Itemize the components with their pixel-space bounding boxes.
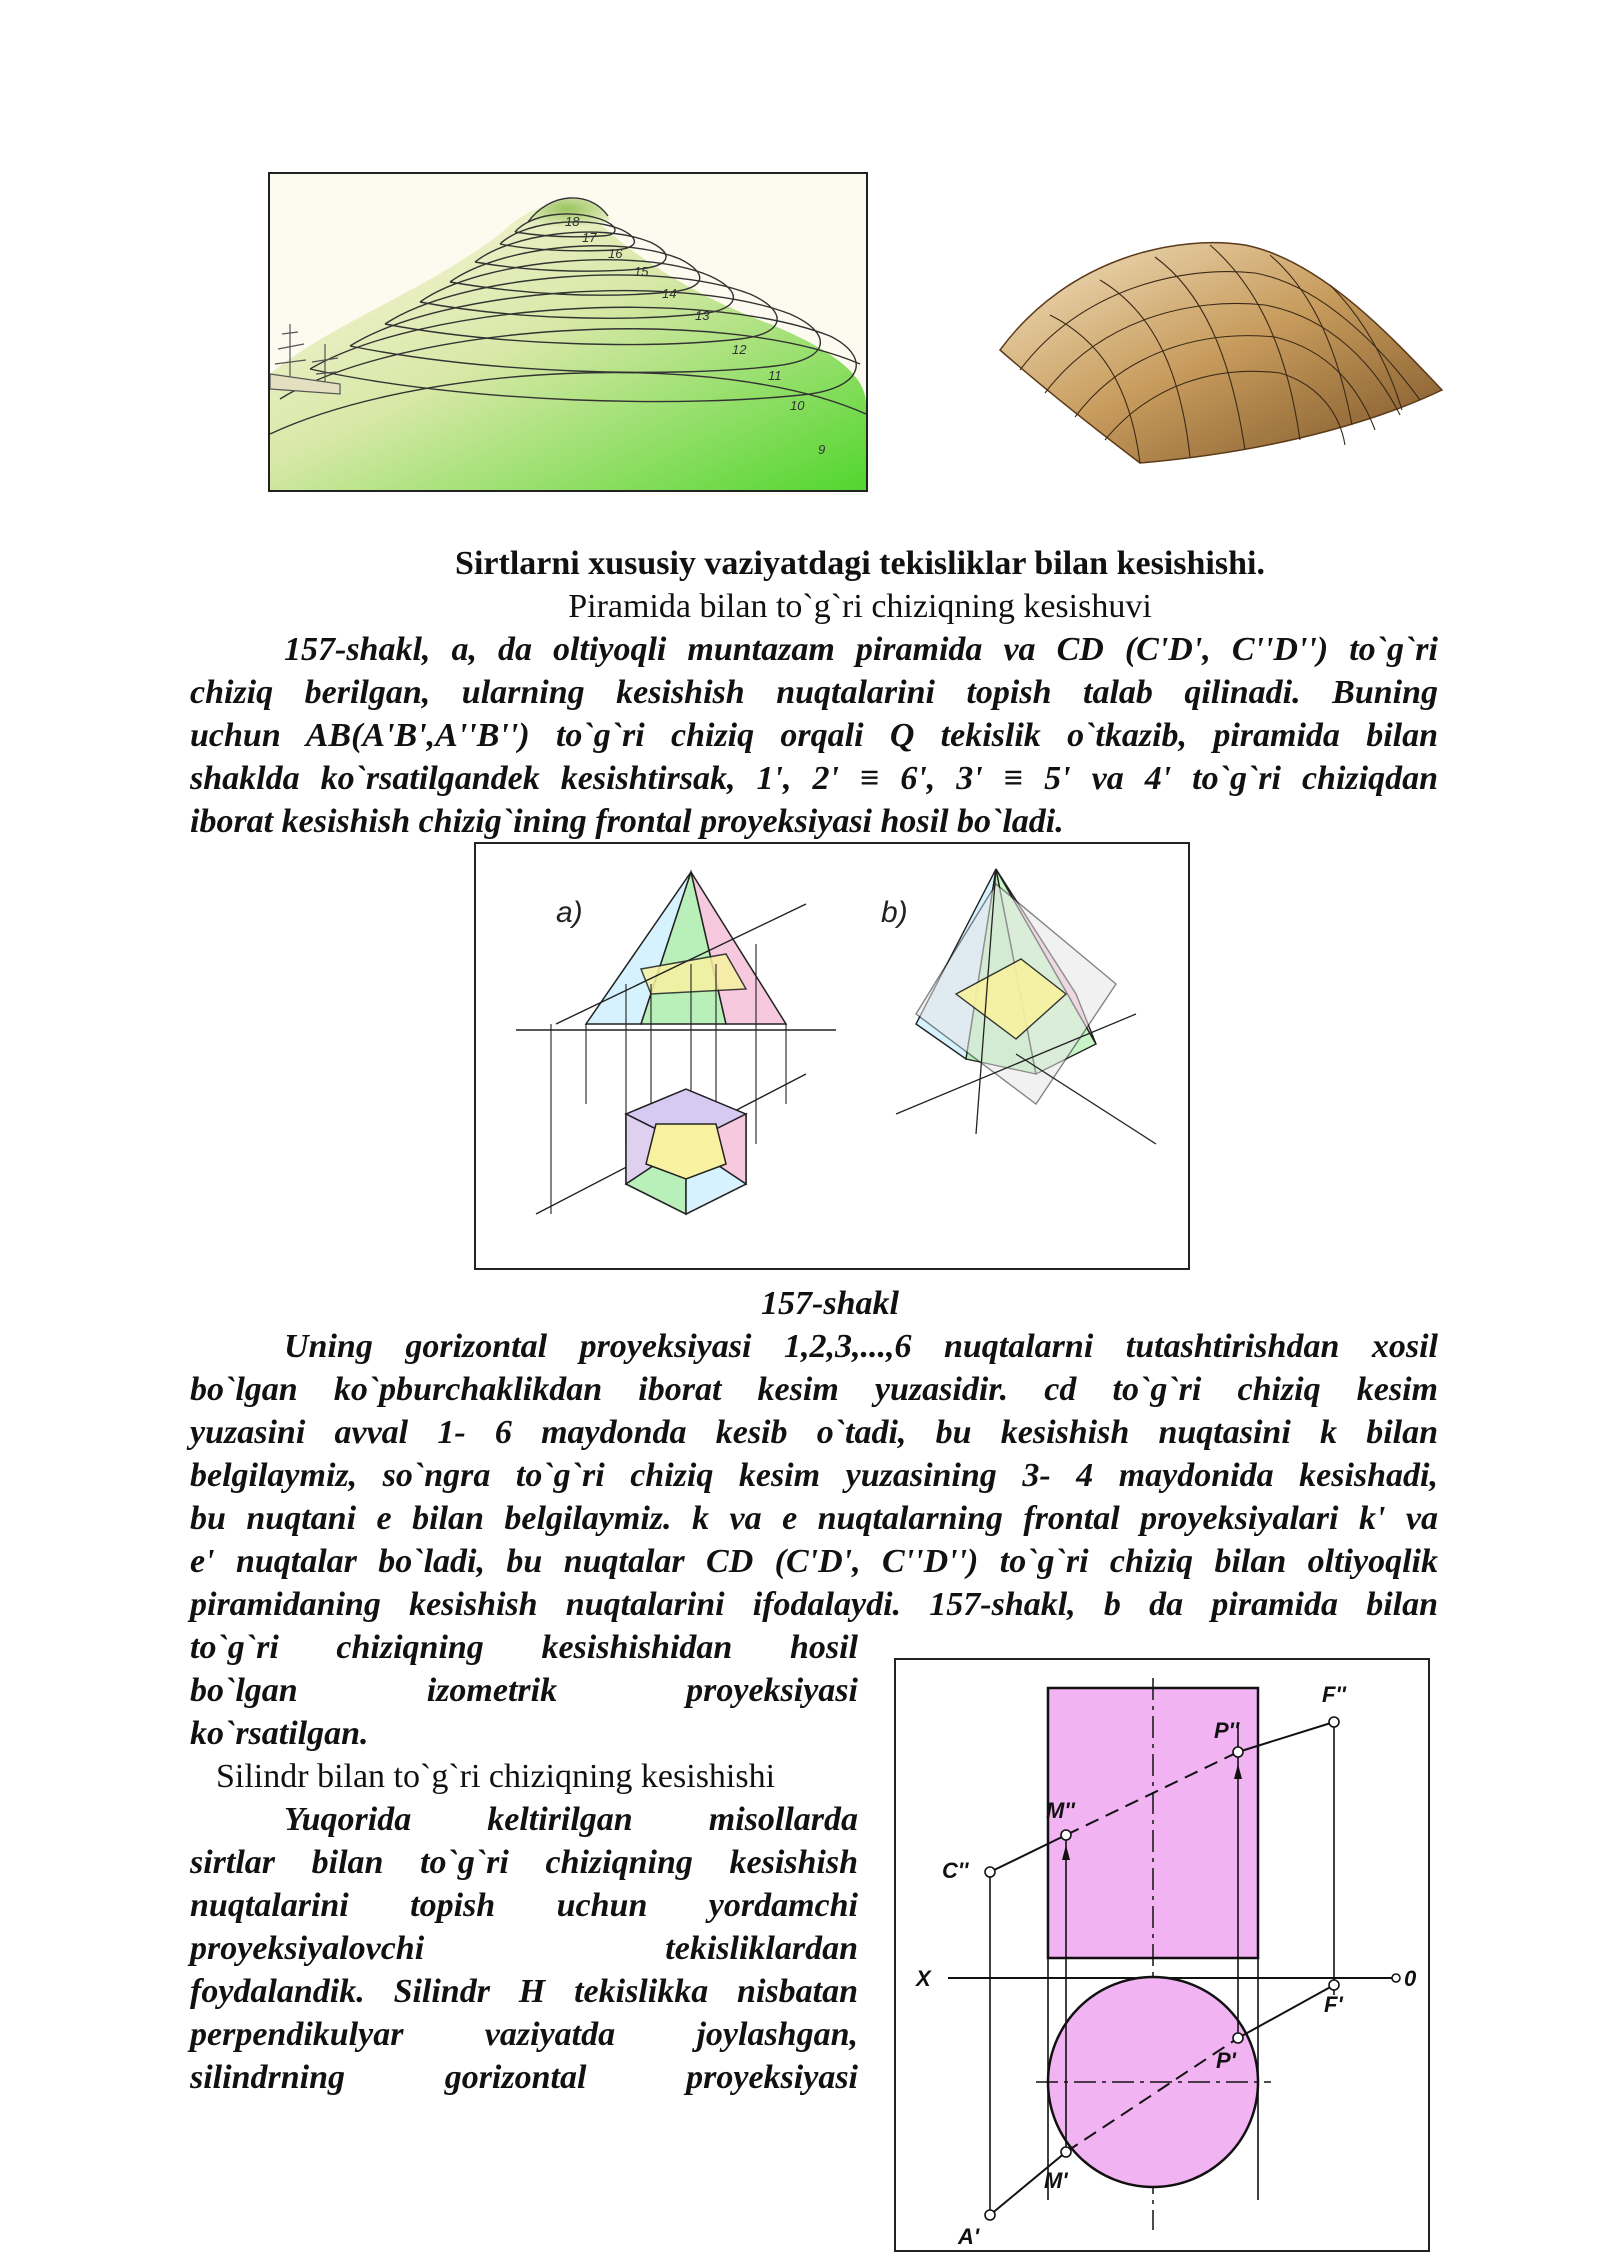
label-F2: F'' — [1322, 1682, 1346, 1707]
contour-label-14: 14 — [662, 286, 677, 301]
paragraph-2-line-8: to`g`ri chiziqning kesishishidan hosil — [190, 1629, 858, 1666]
cylinder-subheading: Silindr bilan to`g`ri chiziqning kesishishi — [216, 1758, 776, 1795]
contour-label-10: 10 — [790, 398, 805, 413]
contour-map-figure — [268, 172, 868, 492]
pyramid-subheading — [190, 585, 1530, 628]
pyramid-subheading-text: Piramida bilan to`g`ri chiziqning kesishuvi — [568, 588, 1152, 625]
paragraph-1-line-2: chiziq berilgan, ularning kesishish nuqtalarini topish talab qilinadi. Buning — [190, 674, 1438, 711]
cylinder-drawing — [896, 1660, 1428, 2250]
paragraph-3-line-3: nuqtalarini topish uchun yordamchi — [190, 1887, 858, 1924]
surface-mesh-illustration — [990, 225, 1450, 470]
paragraph-2-line-6: e' nuqtalar bo`ladi, bu nuqtalar CD (C'D', C''D'') to`g`ri chiziq bilan oltiyoqlik — [190, 1543, 1438, 1580]
paragraph-3-line-2: sirtlar bilan to`g`ri chiziqning kesishish — [190, 1844, 858, 1881]
section-heading — [190, 542, 1530, 585]
label-P2: P'' — [1214, 1718, 1240, 1743]
paragraph-2-line-9: bo`lgan izometrik proyeksiyasi — [190, 1672, 858, 1709]
contour-hill-illustration — [270, 174, 866, 490]
label-F1: F' — [1324, 1992, 1343, 2017]
contour-label-18: 18 — [565, 214, 580, 229]
paragraph-2-line-2: bo`lgan ko`pburchaklikdan iborat kesim yuzasidir. cd to`g`ri chiziq kesim — [190, 1371, 1438, 1408]
cylinder-figure — [894, 1658, 1430, 2252]
paragraph-3-line-1: Yuqorida keltirilgan misollarda — [284, 1801, 858, 1838]
contour-label-15: 15 — [634, 264, 649, 279]
section-heading-text: Sirtlarni xususiy vaziyatdagi tekisliklar bilan kesishishi. — [455, 545, 1265, 582]
contour-label-11: 11 — [768, 368, 782, 383]
contour-label-9: 9 — [818, 442, 826, 457]
paragraph-2-line-4: belgilaymiz, so`ngra to`g`ri chiziq kesim yuzasining 3- 4 maydonida kesishadi, — [190, 1457, 1438, 1494]
contour-label-17: 17 — [582, 230, 597, 245]
label-b: b) — [881, 896, 908, 929]
label-C2: C'' — [942, 1858, 969, 1883]
paragraph-2-line-5: bu nuqtani e bilan belgilaymiz. k va e nuqtalarning frontal proyeksiyalari k' va — [190, 1500, 1438, 1537]
paragraph-3-line-7: silindrning gorizontal proyeksiyasi — [190, 2059, 858, 2096]
label-a: a) — [556, 896, 583, 929]
paragraph-3-line-5: foydalandik. Silindr H tekislikka nisbatan — [190, 1973, 858, 2010]
paragraph-3-line-6: perpendikulyar vaziyatda joylashgan, — [190, 2016, 858, 2053]
surface-mesh-figure — [990, 225, 1450, 470]
pyramid-drawing — [476, 844, 1188, 1268]
pyramid-figure — [474, 842, 1190, 1270]
paragraph-1-line-1: 157-shakl, a, da oltiyoqli muntazam piramida va CD (C'D', C''D'') to`g`ri — [284, 631, 1438, 668]
paragraph-2-line-10: ko`rsatilgan. — [190, 1715, 369, 1752]
pyramid-figure-caption: 157-shakl — [761, 1285, 899, 1322]
label-M1: M' — [1044, 2168, 1068, 2193]
contour-label-13: 13 — [695, 308, 710, 323]
paragraph-1-line-5: iborat kesishish chizig`ining frontal proyeksiyasi hosil bo`ladi. — [190, 803, 1064, 840]
paragraph-2-line-7: piramidaning kesishish nuqtalarini ifodalaydi. 157-shakl, b da piramida bilan — [190, 1586, 1438, 1623]
label-M2: M'' — [1046, 1798, 1075, 1823]
contour-label-16: 16 — [608, 246, 623, 261]
paragraph-2-line-1: Uning gorizontal proyeksiyasi 1,2,3,...,6 nuqtalarni tutashtirishdan xosil — [284, 1328, 1438, 1365]
label-O: 0 — [1404, 1966, 1417, 1991]
contour-label-12: 12 — [732, 342, 747, 357]
paragraph-3-line-4: proyeksiyalovchi tekisliklardan — [190, 1930, 858, 1967]
label-A1: A' — [958, 2224, 980, 2249]
paragraph-1-line-4: shaklda ko`rsatilgandek kesishtirsak, 1', 2' ≡ 6', 3' ≡ 5' va 4' to`g`ri chiziqdan — [190, 760, 1438, 797]
label-X: X — [916, 1966, 931, 1991]
paragraph-2-line-3: yuzasini avval 1- 6 maydonda kesib o`tadi, bu kesishish nuqtasini k bilan — [190, 1414, 1438, 1451]
label-P1: P' — [1216, 2048, 1236, 2073]
paragraph-1-line-3: uchun AB(A'B',A''B'') to`g`ri chiziq orqali Q tekislik o`tkazib, piramida bilan — [190, 717, 1438, 754]
